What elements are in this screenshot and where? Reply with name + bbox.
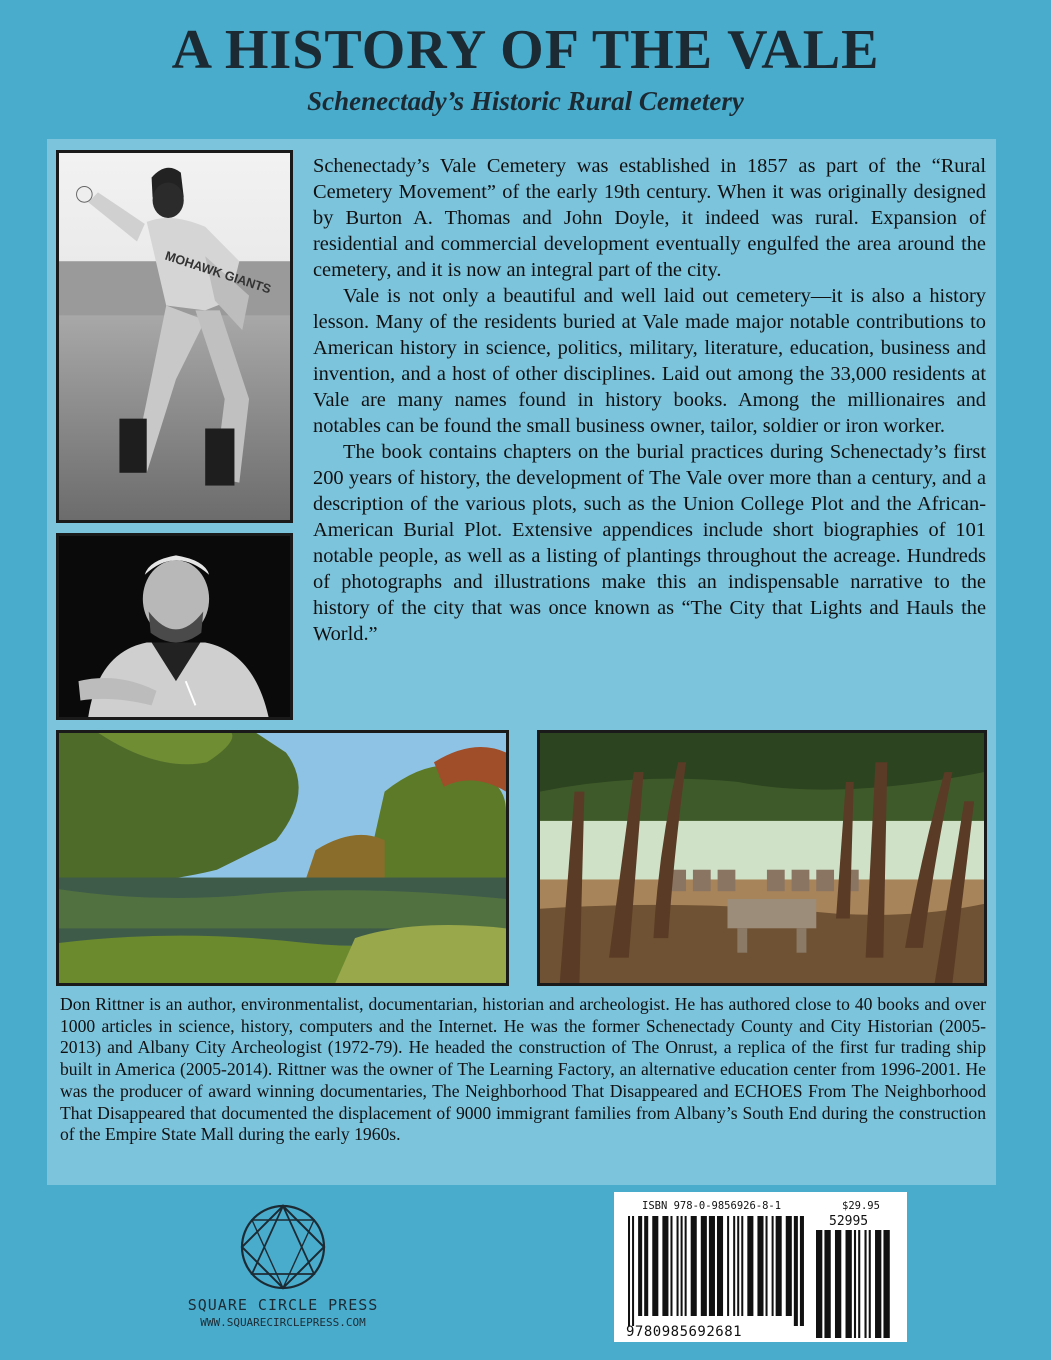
price-label: $29.95 bbox=[842, 1200, 880, 1212]
ean-digits: 9780985692681 bbox=[626, 1324, 743, 1340]
addon-barcode-bars bbox=[816, 1230, 894, 1338]
barcode-bar bbox=[733, 1216, 735, 1316]
book-subtitle: Schenectady’s Historic Rural Cemetery bbox=[307, 86, 744, 116]
cedar-grove-photo bbox=[537, 730, 987, 986]
barcode-bar bbox=[757, 1216, 763, 1316]
book-title: A HISTORY OF THE VALE bbox=[171, 19, 880, 81]
barcode-bar bbox=[786, 1216, 792, 1316]
baseball-player-photo bbox=[56, 150, 293, 523]
barcode-bar bbox=[681, 1216, 683, 1316]
barcode-bar bbox=[794, 1216, 798, 1326]
barcode-bar bbox=[824, 1230, 830, 1338]
barcode-bar bbox=[766, 1216, 768, 1316]
description-paragraph: Vale is not only a beautiful and well laid out cemetery—it is also a history lesson. Many of the residents buried at Vale made major notable contributions to American history in science, politics, military, literature, education, business and invention, and a host of other disciplines. Laid out among the 33,000 residents at Vale are many names found in history books. Among the millionaires and notables can be found the small business owner, tailor, soldier or iron worker. bbox=[313, 285, 986, 437]
barcode-bar bbox=[727, 1216, 729, 1316]
pond-landscape-photo bbox=[56, 730, 509, 986]
barcode-bar bbox=[854, 1230, 856, 1338]
barcode-bar bbox=[772, 1216, 774, 1316]
barcode-bar bbox=[875, 1230, 881, 1338]
barcode-bar bbox=[709, 1216, 715, 1316]
barcode-bar bbox=[701, 1216, 707, 1316]
barcode-bar bbox=[662, 1216, 668, 1316]
barcode-bar bbox=[685, 1216, 687, 1316]
barcode-bar bbox=[883, 1230, 889, 1338]
barcode-bar bbox=[632, 1216, 634, 1326]
author-bio: Don Rittner is an author, environmentalist, documentarian, historian and archeologist. He has authored close to 40 books and over 1000 articles in science, history, computers and the Internet. He was the former Schenectady County and City Historian (2005-2013) and Albany City Archeologist (1972-79). He headed the construction of The Onrust, a replica of the first fur trading ship built in America (2005-2014). Rittner was the owner of The Learning Factory, an alternative education center from 1996-2001. He was the producer of award winning documentaries, The Neighborhood That Disappeared and ECHOES From The Neighborhood That Disappeared that documented the displacement of 9000 immigrant families from Albany’s South End during the construction of the Empire State Mall during the early 1960s. bbox=[60, 994, 986, 1145]
isbn-label: ISBN 978-0-9856926-8-1 bbox=[642, 1200, 782, 1212]
barcode-bar bbox=[816, 1230, 822, 1338]
ean-barcode-bars bbox=[628, 1216, 808, 1326]
barcode-bar bbox=[776, 1216, 782, 1316]
isbn-barcode bbox=[614, 1192, 907, 1342]
publisher-name: SQUARE CIRCLE PRESS bbox=[187, 1296, 379, 1314]
barcode-bar bbox=[864, 1230, 866, 1338]
barcode-bar bbox=[869, 1230, 871, 1338]
barcode-bar bbox=[670, 1216, 672, 1316]
author-portrait-photo bbox=[56, 533, 293, 720]
barcode-bar bbox=[858, 1230, 860, 1338]
barcode-bar bbox=[652, 1216, 658, 1316]
barcode-bar bbox=[717, 1216, 723, 1316]
barcode-bar bbox=[638, 1216, 642, 1316]
barcode-bar bbox=[747, 1216, 753, 1316]
barcode-bar bbox=[691, 1216, 697, 1316]
book-description bbox=[313, 153, 986, 647]
barcode-bar bbox=[628, 1216, 630, 1326]
barcode-bar bbox=[737, 1216, 739, 1316]
barcode-bar bbox=[677, 1216, 679, 1316]
description-paragraph: The book contains chapters on the burial practices during Schenectady’s first 200 years of history, the development of The Vale over more than a century, and a description of the various plots, such as the Union College Plot and the African-American Burial Plot. Extensive appendices include short biographies of 101 notable people, as well as a listing of plantings throughout the acreage. Hundreds of photographs and illustrations make this an indispensable narrative to the history of the city that was once known as “The City that Lights and Hauls the World.” bbox=[313, 441, 986, 645]
addon-code: 52995 bbox=[829, 1214, 869, 1229]
jersey-lettering: MOHAWK GIANTS bbox=[163, 247, 273, 297]
publisher-url[interactable]: WWW.SQUARECIRCLEPRESS.COM bbox=[200, 1316, 366, 1329]
barcode-bar bbox=[846, 1230, 852, 1338]
description-paragraph: Schenectady’s Vale Cemetery was established in 1857 as part of the “Rural Cemetery Movement” of the early 19th century. When it was originally designed by Burton A. Thomas and John Doyle, it indeed was rural. Expansion of residential and commercial development eventually engulfed the area around the cemetery, and it is now an integral part of the city. bbox=[313, 155, 986, 281]
barcode-bar bbox=[741, 1216, 743, 1316]
circle-square-triangle-logo-icon bbox=[238, 1202, 328, 1292]
barcode-bar bbox=[835, 1230, 841, 1338]
barcode-bar bbox=[644, 1216, 648, 1316]
barcode-bar bbox=[800, 1216, 804, 1326]
